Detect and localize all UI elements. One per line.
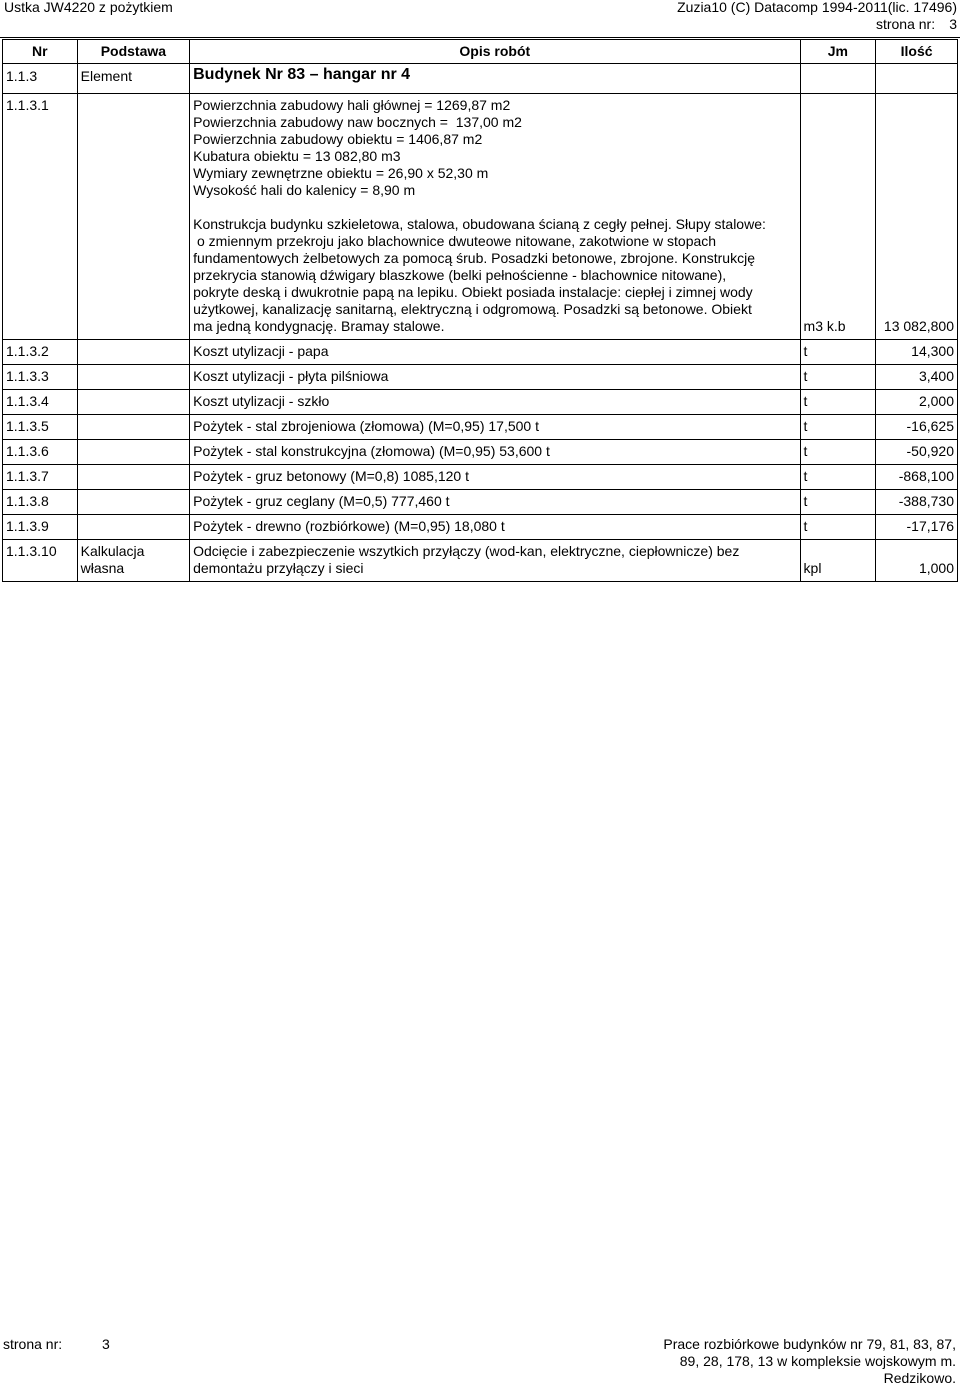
footer-page-label: strona nr: bbox=[3, 1336, 63, 1352]
row-nr: 1.1.3.9 bbox=[3, 515, 78, 540]
row-nr: 1.1.3.3 bbox=[3, 365, 78, 390]
row-jm bbox=[800, 465, 876, 490]
row-nr: 1.1.3.6 bbox=[3, 440, 78, 465]
row-ilosc-value: 1,000 bbox=[918, 560, 954, 576]
table-header-row bbox=[3, 40, 958, 64]
header-divider bbox=[0, 37, 960, 38]
opis-line: Powierzchnia zabudowy obiektu = 1406,87 m2 bbox=[193, 131, 483, 147]
opis-line: Pożytek - gruz betonowy (M=0,8) 1085,120 t bbox=[193, 468, 469, 484]
row-ilosc bbox=[876, 340, 958, 365]
table-row bbox=[3, 415, 958, 440]
row-podstawa bbox=[77, 440, 189, 465]
row-nr: 1.1.3.1 bbox=[3, 94, 78, 340]
row-nr: 1.1.3.8 bbox=[3, 490, 78, 515]
row-jm-value: t bbox=[803, 418, 808, 434]
header-project-name: Ustka JW4220 z pożytkiem bbox=[4, 0, 173, 15]
footer-document-title bbox=[626, 1336, 956, 1387]
header-right bbox=[677, 0, 957, 33]
row-ilosc bbox=[876, 415, 958, 440]
opis-line: Koszt utylizacji - papa bbox=[193, 343, 329, 359]
row-nr: 1.1.3.5 bbox=[3, 415, 78, 440]
table-row bbox=[3, 465, 958, 490]
opis-line: Pożytek - stal zbrojeniowa (złomowa) (M=0,95) 17,500 t bbox=[193, 418, 539, 434]
footer-page-info bbox=[3, 1336, 110, 1352]
table-row bbox=[3, 540, 958, 582]
row-jm bbox=[800, 540, 876, 582]
table-row bbox=[3, 340, 958, 365]
row-jm-value: t bbox=[803, 493, 808, 509]
row-jm-value: t bbox=[803, 518, 808, 534]
row-podstawa bbox=[77, 390, 189, 415]
row-ilosc-value: -868,100 bbox=[898, 468, 954, 484]
element-ilosc bbox=[876, 64, 958, 94]
opis-line: Pożytek - drewno (rozbiórkowe) (M=0,95) 18,080 t bbox=[193, 518, 505, 534]
row-jm bbox=[800, 415, 876, 440]
table-row bbox=[3, 490, 958, 515]
footer-title-line: 89, 28, 178, 13 w kompleksie wojskowym m. bbox=[679, 1353, 956, 1369]
row-opis bbox=[190, 465, 800, 490]
footer-page-number: 3 bbox=[102, 1336, 110, 1352]
row-opis bbox=[190, 515, 800, 540]
row-opis bbox=[190, 390, 800, 415]
col-header-jm: Jm bbox=[800, 40, 876, 64]
row-jm-value: t bbox=[803, 393, 808, 409]
table-row bbox=[3, 515, 958, 540]
table-row bbox=[3, 94, 958, 340]
row-podstawa bbox=[77, 465, 189, 490]
row-jm-value: t bbox=[803, 343, 808, 359]
opis-line bbox=[193, 199, 796, 216]
row-podstawa: Kalkulacja własna bbox=[77, 540, 189, 582]
row-ilosc-value: -388,730 bbox=[898, 493, 954, 509]
opis-line: Wysokość hali do kalenicy = 8,90 m bbox=[193, 182, 416, 198]
opis-line: pokryte deską i dwukrotnie papą na lepiku. Obiekt posiada instalacje: ciepłej i zimnej wody bbox=[193, 284, 753, 300]
opis-line: Powierzchnia zabudowy hali głównej = 1269,87 m2 bbox=[193, 97, 511, 113]
row-jm bbox=[800, 440, 876, 465]
row-opis bbox=[190, 490, 800, 515]
row-ilosc bbox=[876, 515, 958, 540]
row-nr: 1.1.3.2 bbox=[3, 340, 78, 365]
header-page-number: 3 bbox=[949, 16, 957, 32]
opis-line: Koszt utylizacji - płyta pilśniowa bbox=[193, 368, 389, 384]
row-ilosc bbox=[876, 365, 958, 390]
table-row bbox=[3, 390, 958, 415]
header-page-label: strona nr: bbox=[875, 16, 936, 32]
row-ilosc-value: 2,000 bbox=[918, 393, 954, 409]
table-row bbox=[3, 365, 958, 390]
element-podstawa: Element bbox=[77, 64, 189, 94]
row-opis bbox=[190, 415, 800, 440]
col-header-ilosc: Ilość bbox=[876, 40, 958, 64]
row-jm bbox=[800, 490, 876, 515]
row-jm bbox=[800, 390, 876, 415]
row-jm-value: t bbox=[803, 468, 808, 484]
opis-line: ma jedną kondygnację. Bramay stalowe. bbox=[193, 318, 445, 334]
row-opis bbox=[190, 440, 800, 465]
row-jm bbox=[800, 515, 876, 540]
opis-line: Koszt utylizacji - szkło bbox=[193, 393, 330, 409]
opis-line: fundamentowych żelbetowych za pomocą śrub. Posadzki betonowe, zbrojone. Konstrukcję bbox=[193, 250, 755, 266]
cost-estimate-table bbox=[2, 39, 958, 582]
table-row bbox=[3, 440, 958, 465]
element-nr: 1.1.3 bbox=[3, 64, 78, 94]
row-ilosc-value: -17,176 bbox=[906, 518, 954, 534]
row-jm bbox=[800, 94, 876, 340]
row-podstawa bbox=[77, 340, 189, 365]
opis-line: Powierzchnia zabudowy naw bocznych = 137,00 m2 bbox=[193, 114, 522, 130]
row-jm-value: t bbox=[803, 443, 808, 459]
row-opis bbox=[190, 365, 800, 390]
row-ilosc bbox=[876, 465, 958, 490]
row-jm-value: kpl bbox=[803, 560, 822, 576]
row-nr: 1.1.3.10 bbox=[3, 540, 78, 582]
row-ilosc-value: -16,625 bbox=[906, 418, 954, 434]
element-jm bbox=[800, 64, 876, 94]
row-ilosc bbox=[876, 490, 958, 515]
opis-line: Konstrukcja budynku szkieletowa, stalowa, obudowana ścianą z cegły pełnej. Słupy stalowe: bbox=[193, 216, 766, 232]
col-header-podstawa: Podstawa bbox=[77, 40, 189, 64]
element-row bbox=[3, 64, 958, 94]
element-title: Budynek Nr 83 – hangar nr 4 bbox=[190, 64, 800, 94]
row-ilosc bbox=[876, 390, 958, 415]
row-podstawa bbox=[77, 415, 189, 440]
row-jm-value: m3 k.b bbox=[803, 318, 846, 334]
row-ilosc bbox=[876, 540, 958, 582]
row-jm bbox=[800, 365, 876, 390]
col-header-opis: Opis robót bbox=[190, 40, 800, 64]
row-opis bbox=[190, 540, 800, 582]
row-opis bbox=[190, 94, 800, 340]
opis-line: demontażu przyłączy i sieci bbox=[193, 560, 364, 576]
row-ilosc-value: -50,920 bbox=[906, 443, 954, 459]
footer-title-line: Prace rozbiórkowe budynków nr 79, 81, 83, 87, bbox=[663, 1336, 956, 1352]
row-ilosc-value: 3,400 bbox=[918, 368, 954, 384]
row-jm-value: t bbox=[803, 368, 808, 384]
row-podstawa bbox=[77, 515, 189, 540]
row-podstawa bbox=[77, 365, 189, 390]
row-ilosc bbox=[876, 440, 958, 465]
row-nr: 1.1.3.7 bbox=[3, 465, 78, 490]
opis-line: Odcięcie i zabezpieczenie wszytkich przyłączy (wod-kan, elektryczne, ciepłownicze) bez bbox=[193, 543, 740, 559]
opis-line: Wymiary zewnętrzne obiektu = 26,90 x 52,30 m bbox=[193, 165, 489, 181]
row-ilosc bbox=[876, 94, 958, 340]
row-nr: 1.1.3.4 bbox=[3, 390, 78, 415]
col-header-nr: Nr bbox=[3, 40, 78, 64]
row-opis bbox=[190, 340, 800, 365]
row-jm bbox=[800, 340, 876, 365]
opis-line: Pożytek - gruz ceglany (M=0,5) 777,460 t bbox=[193, 493, 450, 509]
header-page-info bbox=[677, 16, 957, 33]
opis-line: o zmiennym przekroju jako blachownice dwuteowe nitowane, zakotwione w stopach bbox=[193, 233, 717, 249]
row-podstawa bbox=[77, 490, 189, 515]
row-podstawa bbox=[77, 94, 189, 340]
row-ilosc-value: 13 082,800 bbox=[883, 318, 954, 334]
footer-title-line: Redzikowo. bbox=[883, 1370, 956, 1386]
header-copyright: Zuzia10 (C) Datacomp 1994-2011(lic. 17496) bbox=[677, 0, 957, 15]
opis-line: użytkowej, kanalizację sanitarną, elektryczną i odgromową. Posadzki są betonowe. Obiekt bbox=[193, 301, 752, 317]
opis-line: przekrycia stanowią dźwigary blaszkowe (belki pełnościenne - blachownice nitowane), bbox=[193, 267, 727, 283]
opis-line: Pożytek - stal konstrukcyjna (złomowa) (M=0,95) 53,600 t bbox=[193, 443, 550, 459]
opis-line: Kubatura obiektu = 13 082,80 m3 bbox=[193, 148, 401, 164]
row-ilosc-value: 14,300 bbox=[911, 343, 954, 359]
